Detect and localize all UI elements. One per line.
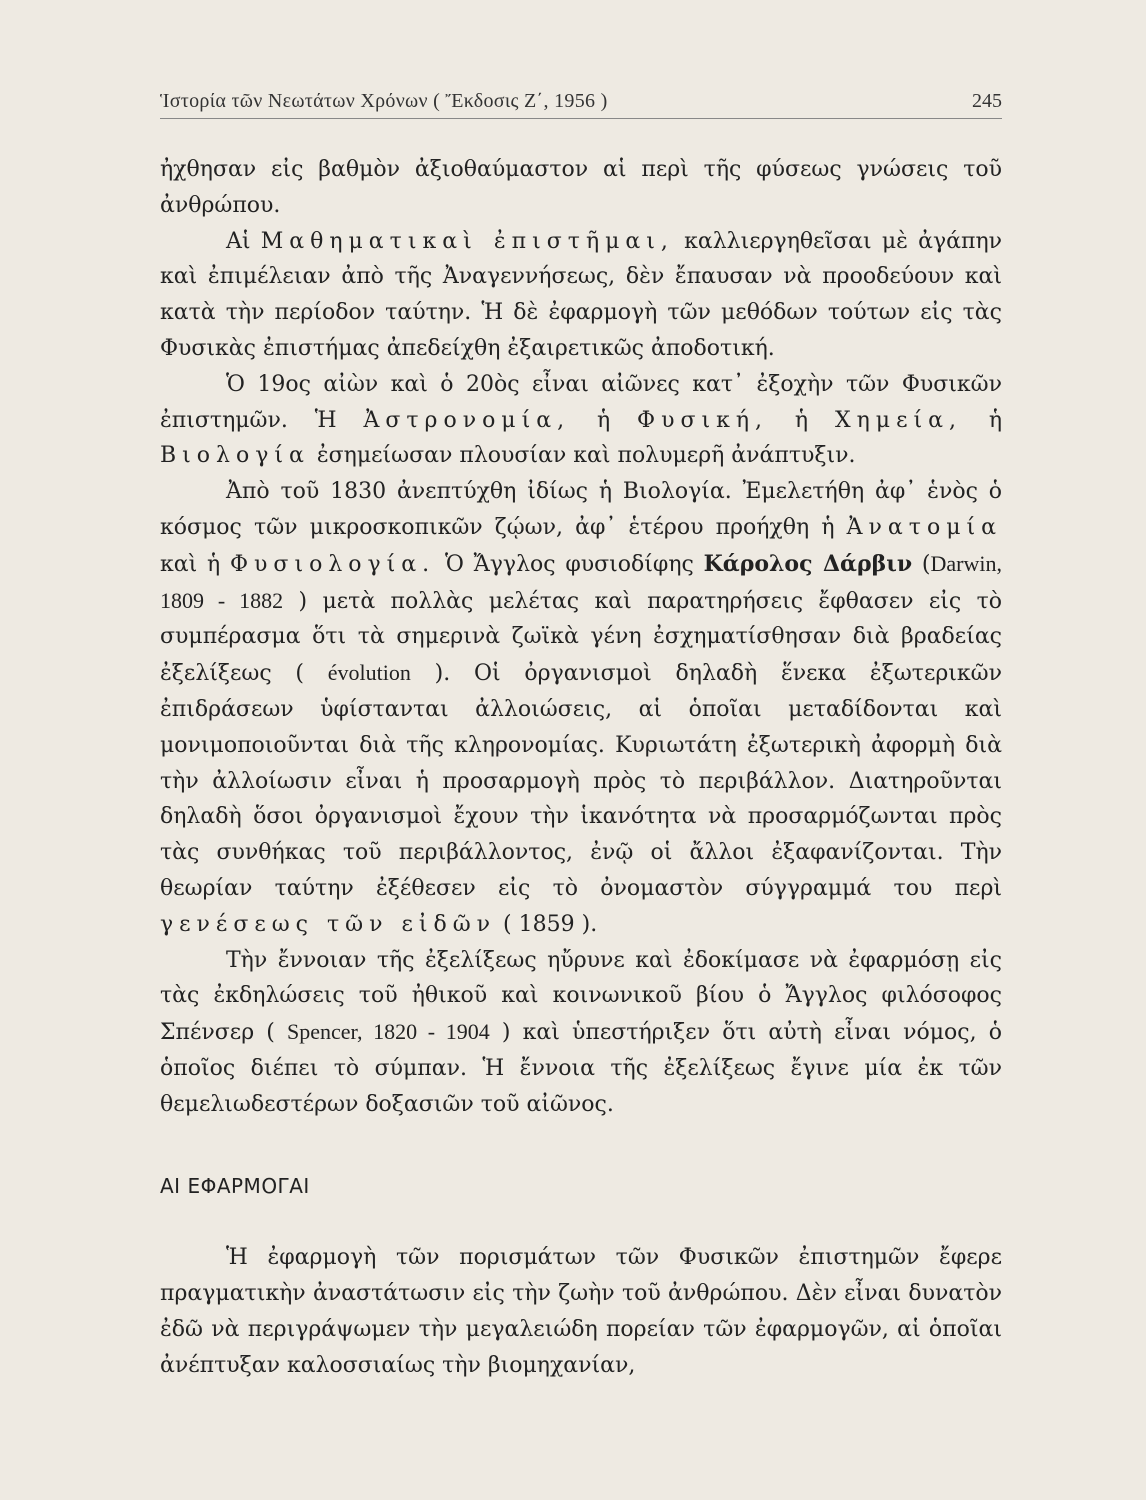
p3-spaced-physics: Φυσική, [637,407,769,433]
p4-latin-darwin: Darwin, 1809 - 1882 [160,550,1002,613]
paragraph-6-text: Ἡ ἐφαρμογὴ τῶν πορισμάτων τῶν Φυσικῶν ἐπιστημῶν ἔφερε πραγματικὴν ἀναστάτωσιν εἰς τὴν ζωὴν τοῦ ἀνθρώπου. Δὲν εἶναι δυνατὸν ἐδῶ νὰ περιγράψωμεν τὴν μεγαλειώδη πορείαν τῶν ἐφαρμογῶν, αἱ ὁποῖαι ἀνέπτυξαν καλοσσιαίως τὴν βιομηχανίαν, [160,1245,1002,1378]
paragraph-4 [160,474,1002,942]
p2-c: καλλιεργηθεῖσαι μὲ ἀγάπην καὶ ἐπιμέλειαν ἀπὸ τῆς Ἀναγεννήσεως, δὲν ἔπαυσαν νὰ προοδεύουν καὶ κατὰ τὴν περίοδον ταύτην. Ἡ δὲ ἐφαρμογὴ τῶν μεθόδων τούτων εἰς τὰς Φυσικὰς ἐπιστήμας ἀπεδείχθη ἐξαιρετικῶς ἀποδοτική. [160,228,1002,361]
paragraph-1 [160,152,1002,224]
section-heading: ΑΙ ΕΦΑΡΜΟΓΑΙ [160,1173,310,1198]
page-number: 245 [972,90,1002,112]
p4-spaced-origin-of-species: γενέσεως τῶν εἰδῶν [160,911,497,937]
p4-k: ). Οἱ ὀργανισμοὶ δηλαδὴ ἕνεκα ἐξωτερικῶν ἐπιδράσεων ὑφίστανται ἀλλοιώσεις, αἱ ὁποῖαι μεταδίδονται καὶ μονιμοποιοῦνται διὰ τῆς κληρονομίας. Κυριωτάτη ἐξωτερικὴ ἀφορμὴ διὰ τὴν ἀλλοίωσιν εἶναι ἡ προσαρμογὴ πρὸς τὸ περιβάλλον. Διατηροῦνται δηλαδὴ ὅσοι ὀργανισμοὶ ἔχουν τὴν ἱκανότητα νὰ προσαρμόζωνται πρὸς τὰς συνθήκας τοῦ περιβάλλοντος, ἐνῷ οἱ ἄλλοι ἐξαφανίζονται. Τὴν θεωρίαν ταύτην ἐξέθεσεν εἰς τὸ ὀνομαστὸν σύγγραμμά του περὶ [160,661,1002,901]
running-title: Ἱστορία τῶν Νεωτάτων Χρόνων ( Ἔκδοσις Ζ΄, 1956 ) [160,90,608,112]
p2-a: Αἱ [226,228,251,254]
p3-c: ἡ [596,407,611,433]
page-body [160,152,1002,1384]
p4-e: Ὁ Ἄγγλος φυσιοδίφης [444,551,694,577]
running-header [160,88,1002,119]
p4-latin-evolution: évolution [327,660,411,686]
paragraph-5 [160,943,1002,1123]
p4-i: ) μετὰ πολλὰς μελέτας καὶ παρατηρήσεις ἔφθασεν εἰς τὸ συμπέρασμα ὅτι τὰ σημερινὰ ζωϊκὰ γένη ἐσχηματίσθησαν διὰ βραδείας ἐξελίξεως ( [160,588,1003,687]
p4-g: ( [921,551,931,577]
p3-a: Ὁ 19ος αἰὼν καὶ ὁ 20ὸς εἶναι αἰῶνες κατ᾽ ἐξοχὴν τῶν Φυσικῶν ἐπιστημῶν. Ἡ [160,371,1002,433]
p4-spaced-physiology: Φυσιολογία. [230,551,436,577]
paragraph-1-text: ἠχθησαν εἰς βαθμὸν ἀξιοθαύμαστον αἱ περὶ τῆς φύσεως γνώσεις τοῦ ἀνθρώπου. [160,157,1002,218]
p3-e: ἡ [794,407,809,433]
p5-c: ) καὶ ὑπεστήριξεν ὅτι αὐτὴ εἶναι νόμος, ὁ ὁποῖος διέπει τὸ σύμπαν. Ἡ ἔννοια τῆς ἐξελίξεως ἔγινε μία ἐκ τῶν θεμελιωδεστέρων δοξασιῶν τοῦ αἰῶνος. [160,1020,1002,1117]
p4-bold-darwin: Κάρολος Δάρβιν [703,550,913,577]
p3-spaced-chemistry: Χημεία, [834,407,962,433]
p5-latin-spencer: Spencer, 1820 - 1904 [287,1019,490,1045]
p4-a: Ἀπὸ τοῦ 1830 ἀνεπτύχθη ἰδίως ἡ Βιολογία. Ἐμελετήθη ἀφ᾽ ἑνὸς ὁ κόσμος τῶν μικροσκοπικῶν ζῴων, ἀφ᾽ ἑτέρου προήχθη ἡ [160,479,1002,540]
p5-a: Τὴν ἔννοιαν τῆς ἐξελίξεως ηὔρυνε καὶ ἐδοκίμασε νὰ ἐφαρμόσῃ εἰς τὰς ἐκδηλώσεις τοῦ ἠθικοῦ καὶ κοινωνικοῦ βίου ὁ Ἄγγλος φιλόσοφος Σπένσερ ( [160,947,1002,1046]
p3-spaced-biology: Βιολογία [160,443,310,469]
p3-g: ἡ [988,407,1003,433]
p3-spaced-astronomy: Ἀστρονομία, [363,407,571,433]
p3-i: ἐσημείωσαν πλουσίαν καὶ πολυμερῆ ἀνάπτυξιν. [316,443,856,469]
p4-m: ( 1859 ). [503,911,598,937]
paragraph-6 [160,1240,1002,1383]
p4-c: καὶ ἡ [160,551,221,577]
paragraph-3 [160,367,1002,474]
paragraph-2 [160,224,1002,367]
p4-spaced-anatomy: Ἀνατομία [846,514,1002,540]
p2-spaced-mathematics: Μαθηματικαὶ ἐπιστῆμαι, [260,228,674,254]
